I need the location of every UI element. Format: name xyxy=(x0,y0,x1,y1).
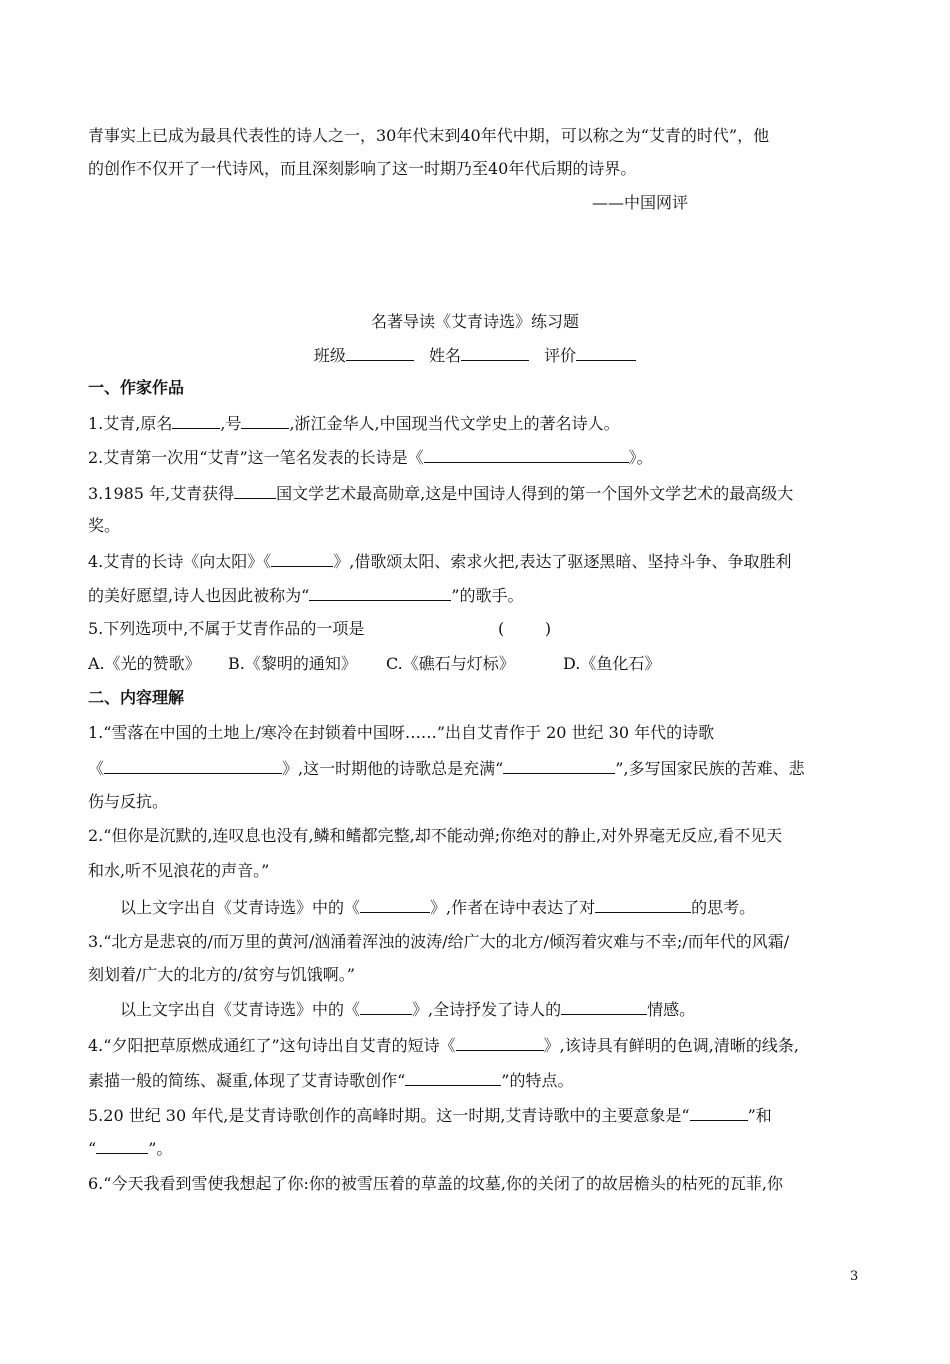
option-c[interactable]: C.《礁石与灯标》 xyxy=(386,654,515,673)
section2-heading: 二、内容理解 xyxy=(88,688,185,707)
s1-q1-text-b: ,号 xyxy=(220,414,242,433)
s2-q2-text-c: 以上文字出自《艾青诗选》中的《 xyxy=(120,898,361,917)
eval-label: 评价 xyxy=(544,346,577,365)
page-number: 3 xyxy=(850,1269,859,1284)
s2-q3-blank-2[interactable] xyxy=(561,997,647,1015)
s1-q4-text-c: 的美好愿望,诗人也因此被称为“ xyxy=(88,586,310,605)
s2-q5-text-b: ”和 xyxy=(747,1106,772,1125)
s1-q4-text-d: ”的歌手。 xyxy=(451,586,524,605)
s1-q3-line1 xyxy=(88,481,868,506)
s1-q5-stem: 5.下列选项中,不属于艾青作品的一项是 xyxy=(88,619,365,638)
s2-q6-line1: 6.“今天我看到雪使我想起了你:你的被雪压着的草盖的坟墓,你的关闭了的故居檐头的枯死的瓦菲,你 xyxy=(88,1174,784,1193)
s2-q4-text-b: 》,该诗具有鲜明的色调,清晰的线条, xyxy=(543,1036,799,1055)
s2-q1-blank-1[interactable] xyxy=(104,756,282,774)
s2-q1-text-b: 《 xyxy=(88,759,105,778)
s2-q5-text-d: ”。 xyxy=(148,1139,173,1158)
s1-q2-text-a: 2.艾青第一次用“艾青”这一笔名发表的长诗是《 xyxy=(88,448,424,467)
intro-line-2: 的创作不仅开了一代诗风，而且深刻影响了这一时期乃至40年代后期的诗界。 xyxy=(88,159,637,178)
option-b[interactable]: B.《黎明的通知》 xyxy=(228,654,357,673)
s2-q1-text-c: 》,这一时期他的诗歌总是充满“ xyxy=(282,759,504,778)
s1-q4-line2 xyxy=(88,583,868,608)
s2-q4-line1 xyxy=(88,1033,868,1058)
s2-q1-blank-2[interactable] xyxy=(503,756,615,774)
s2-q2-line2: 和水,听不见浪花的声音。” xyxy=(88,861,270,880)
s2-q1-text-d: ”,多写国家民族的苦难、悲 xyxy=(615,759,805,778)
s2-q5-text-c: “ xyxy=(88,1139,97,1158)
s2-q5-line1 xyxy=(88,1103,868,1128)
s2-q3-line3 xyxy=(120,997,900,1022)
s1-q4-text-b: 》,借歌颂太阳、索求火把,表达了驱逐黑暗、坚持斗争、争取胜利 xyxy=(333,552,792,571)
intro-line-1: 青事实上已成为最具代表性的诗人之一，30年代末到40年代中期，可以称之为“艾青的时代”，他 xyxy=(88,126,770,145)
s2-q1-line2 xyxy=(88,756,868,781)
s2-q2-text-d: 》,作者在诗中表达了对 xyxy=(430,898,596,917)
section1-heading: 一、作家作品 xyxy=(88,378,185,397)
s1-q4-text-a: 4.艾青的长诗《向太阳》《 xyxy=(88,552,272,571)
s1-q3-text-b: 国文学艺术最高勋章,这是中国诗人得到的第一个国外文学艺术的最高级大 xyxy=(276,484,794,503)
s1-q5 xyxy=(88,617,868,641)
s2-q3-text-e: 情感。 xyxy=(647,1000,696,1019)
s2-q3-line2: 刻划着/广大的北方的/贫穷与饥饿啊。” xyxy=(88,965,355,984)
s1-q4-blank-2[interactable] xyxy=(309,583,451,601)
s2-q5-blank-2[interactable] xyxy=(96,1136,148,1154)
s1-q1-blank-2[interactable] xyxy=(241,411,289,429)
class-blank[interactable] xyxy=(346,343,414,361)
s2-q4-line2 xyxy=(88,1068,868,1093)
s2-q4-text-d: ”的特点。 xyxy=(501,1071,574,1090)
s2-q4-text-a: 4.“夕阳把草原燃成通红了”这句诗出自艾青的短诗《 xyxy=(88,1036,456,1055)
eval-blank[interactable] xyxy=(576,343,636,361)
s2-q1-line1: 1.“雪落在中国的土地上/寒冷在封锁着中国呀……”出自艾青作于 20 世纪 30 年代的诗歌 xyxy=(88,723,715,742)
s2-q2-line3 xyxy=(120,895,900,920)
s1-q3-text-a: 3.1985 年,艾青获得 xyxy=(88,484,235,503)
name-blank[interactable] xyxy=(461,343,529,361)
s1-q5-answer-paren[interactable]: ( ) xyxy=(498,619,552,638)
option-d[interactable]: D.《鱼化石》 xyxy=(563,654,661,673)
s2-q3-text-d: 》,全诗抒发了诗人的 xyxy=(412,1000,562,1019)
s1-q2-text-b: 》。 xyxy=(628,448,653,467)
s1-q4-blank-1[interactable] xyxy=(271,549,333,567)
s2-q5-blank-1[interactable] xyxy=(690,1103,748,1121)
s1-q3-blank[interactable] xyxy=(234,481,276,499)
s2-q3-text-c: 以上文字出自《艾青诗选》中的《 xyxy=(120,1000,361,1019)
intro-source: ——中国网评 xyxy=(592,193,689,212)
option-a[interactable]: A.《光的赞歌》 xyxy=(88,654,201,673)
s1-q1-blank-1[interactable] xyxy=(172,411,220,429)
s1-q4-line1 xyxy=(88,549,868,574)
s2-q3-blank-1[interactable] xyxy=(360,997,412,1015)
s2-q4-blank-1[interactable] xyxy=(456,1033,544,1051)
s2-q1-line3: 伤与反抗。 xyxy=(88,792,169,811)
s2-q5-line2 xyxy=(88,1136,868,1161)
s2-q5-text-a: 5.20 世纪 30 年代,是艾青诗歌创作的高峰时期。这一时期,艾青诗歌中的主要意象是“ xyxy=(88,1106,690,1125)
s2-q3-line1: 3.“北方是悲哀的/而万里的黄河/汹涌着浑浊的波涛/给广大的北方/倾泻着灾难与不幸;/而年代的风霜/ xyxy=(88,932,790,951)
s2-q2-blank-1[interactable] xyxy=(360,895,430,913)
s1-q2 xyxy=(88,445,868,470)
s1-q1 xyxy=(88,411,868,436)
s2-q2-text-e: 的思考。 xyxy=(691,898,756,917)
s1-q1-text-a: 1.艾青,原名 xyxy=(88,414,173,433)
s2-q4-text-c: 素描一般的简练、凝重,体现了艾青诗歌创作“ xyxy=(88,1071,406,1090)
s2-q4-blank-2[interactable] xyxy=(405,1068,501,1086)
exercise-info-line xyxy=(0,343,950,368)
s1-q2-blank[interactable] xyxy=(424,445,629,463)
s2-q2-blank-2[interactable] xyxy=(595,895,691,913)
exercise-title: 名著导读《艾青诗选》练习题 xyxy=(370,312,579,331)
s1-q3-line2: 奖。 xyxy=(88,516,121,535)
s1-q1-text-c: ,浙江金华人,中国现当代文学史上的著名诗人。 xyxy=(289,414,620,433)
name-label: 姓名 xyxy=(428,346,461,365)
class-label: 班级 xyxy=(313,346,346,365)
s2-q2-line1: 2.“但你是沉默的,连叹息也没有,鳞和鳍都完整,却不能动弹;你绝对的静止,对外界毫无反应,看不见天 xyxy=(88,826,783,845)
